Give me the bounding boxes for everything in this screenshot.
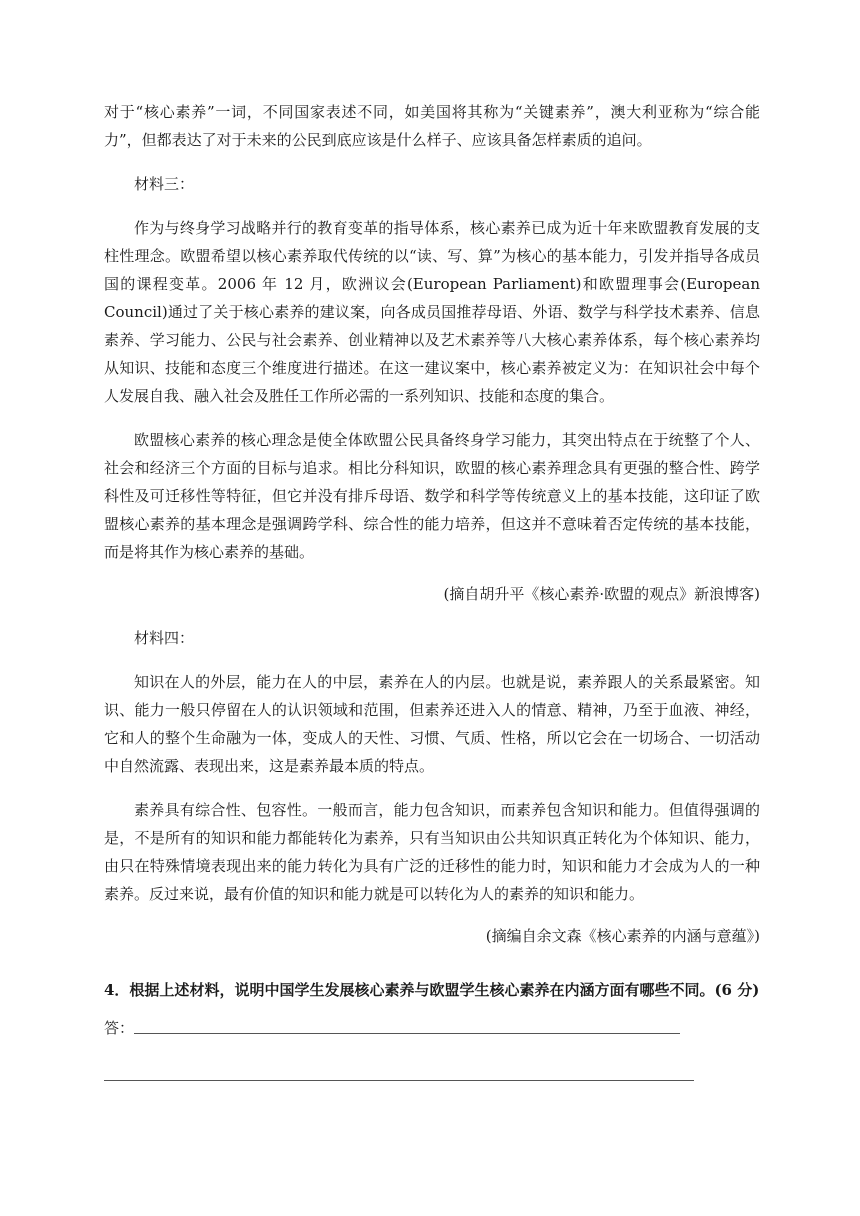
material4-paragraph-1: 知识在人的外层，能力在人的中层，素养在人的内层。也就是说，素养跟人的关系最紧密。知识、能力一般只停留在人的认识领域和范围，但素养还进入人的情意、精神，乃至于血液、神经，它和人的整个生命融为一体，变成人的天性、习惯、气质、性格，所以它会在一切场合、一切活动中自然流露、表现出来，这是素养最本质的特点。: [104, 673, 760, 775]
material3-source: (摘自胡升平《核心素养·欧盟的观点》新浪博客): [443, 585, 760, 603]
intro-paragraph: 对于“核心素养”一词，不同国家表述不同，如美国将其称为“关键素养”，澳大利亚称为“综合能力”，但都表达了对于未来的公民到底应该是什么样子、应该具备怎样素质的追问。: [104, 103, 760, 149]
material3-heading: 材料三：: [134, 175, 195, 193]
answer-label: 答：: [104, 1019, 135, 1037]
material3-paragraph-2: 欧盟核心素养的核心理念是使全体欧盟公民具备终身学习能力，其突出特点在于统整了个人、社会和经济三个方面的目标与追求。相比分科知识，欧盟的核心素养理念具有更强的整合性、跨学科性及可迁移性等特征，但它并没有排斥母语、数学和科学等传统意义上的基本技能，这印证了欧盟核心素养的基本理念是强调跨学科、综合性的能力培养，但这并不意味着否定传统的基本技能，而是将其作为核心素养的基础。: [104, 431, 760, 561]
material4-heading: 材料四：: [134, 629, 195, 647]
answer-row: [104, 1016, 760, 1040]
answer-line-1[interactable]: [134, 1033, 680, 1034]
question-4: 4．根据上述材料，说明中国学生发展核心素养与欧盟学生核心素养在内涵方面有哪些不同。(6 分): [104, 981, 760, 999]
document-body: [104, 98, 760, 1087]
material3-paragraph-1: 作为与终身学习战略并行的教育变革的指导体系，核心素养已成为近十年来欧盟教育发展的支柱性理念。欧盟希望以核心素养取代传统的以“读、写、算”为核心的基本能力，引发并指导各成员国的课程变革。2006 年 12 月，欧洲议会(European Parliament)和欧盟理事会(European Council)通过了关于核心素养的建议案，向各成员国推荐母语、外语、数学与科学技术素养、信息素养、学习能力、公民与社会素养、创业精神以及艺术素养等八大核心素养体系，每个核心素养均从知识、技能和态度三个维度进行描述。在这一建议案中，核心素养被定义为：在知识社会中每个人发展自我、融入社会及胜任工作所必需的一系列知识、技能和态度的集合。: [104, 219, 760, 405]
material4-paragraph-2: 素养具有综合性、包容性。一般而言，能力包含知识，而素养包含知识和能力。但值得强调的是，不是所有的知识和能力都能转化为素养，只有当知识由公共知识真正转化为个体知识、能力，由只在特殊情境表现出来的能力转化为具有广泛的迁移性的能力时，知识和能力才会成为人的一种素养。反过来说，最有价值的知识和能力就是可以转化为人的素养的知识和能力。: [104, 801, 760, 903]
material4-source: (摘编自余文森《核心素养的内涵与意蕴》): [485, 927, 760, 945]
answer-line-2[interactable]: [104, 1080, 694, 1081]
